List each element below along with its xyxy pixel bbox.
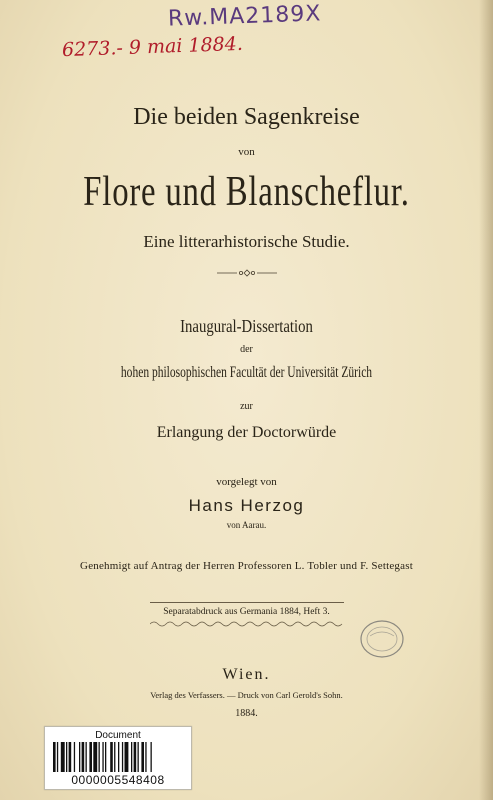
author-name: Hans Herzog [188,496,305,515]
barcode-bar [93,742,97,772]
approval-line: Genehmigt auf Antrag der Herren Professoren L. Tobler und F. Settegast [80,560,413,572]
barcode-bar [99,742,100,772]
submitted-by-label: vorgelegt von [216,476,277,488]
barcode-bar [57,742,58,772]
barcode-bar [69,742,72,772]
barcode-icon [53,742,183,772]
barcode-bar [118,742,119,772]
imprint-publisher: Verlag des Verfassers. — Druck von Carl Gerold's Sohn. [150,690,343,700]
barcode-bar [53,742,56,772]
library-stamp-icon [358,618,406,660]
barcode-bar [145,742,146,772]
barcode-bar [141,742,144,772]
barcode-bar [105,742,106,772]
wavy-rule [150,620,344,628]
barcode-bar [114,742,115,772]
barcode-bar [74,742,75,772]
ornament-divider [0,268,493,280]
title-line-1: Die beiden Sagenkreise [133,104,360,130]
ornament-divider-icon [217,269,277,277]
shelfmark-handwritten: Rw.MA2189X [167,1,322,32]
barcode-bar [110,742,113,772]
barcode-bar [125,742,129,772]
barcode-bar [89,742,92,772]
barcode-label [44,726,192,790]
faculty-line: hohen philosophischen Facultät der Universität Zürich [120,364,373,381]
barcode-bar [131,742,132,772]
imprint-city: Wien. [222,666,271,683]
barcode-label-title: Document [95,730,141,741]
degree-purpose: Erlangung der Doctorwürde [156,424,337,441]
barcode-bar [86,742,87,772]
author-origin: von Aarau. [226,520,267,530]
barcode-bar [102,742,103,772]
barcode-bar [138,742,139,772]
barcode-bar [122,742,123,772]
imprint-year: 1884. [235,708,258,719]
barcode-bar [151,742,152,772]
dissertation-heading: Inaugural-Dissertation [180,316,313,336]
barcode-bar [134,742,137,772]
barcode-bar [66,742,67,772]
title-von: von [238,146,255,158]
subtitle: Eine litterarhistorische Studie. [143,232,350,251]
separatum-note: Separatabdruck aus Germania 1884, Heft 3. [163,607,330,617]
dissertation-zur: zur [240,401,253,412]
barcode-bar [82,742,85,772]
acquisition-note-handwritten: 6273.- 9 mai 1884. [61,32,244,62]
barcode-bar [79,742,80,772]
main-title: Flore und Blanscheflur. [83,169,410,215]
barcode-number: 0000005548408 [71,773,165,787]
separatum-rule [150,602,344,603]
dissertation-der: der [240,344,253,355]
barcode-bar [61,742,65,772]
